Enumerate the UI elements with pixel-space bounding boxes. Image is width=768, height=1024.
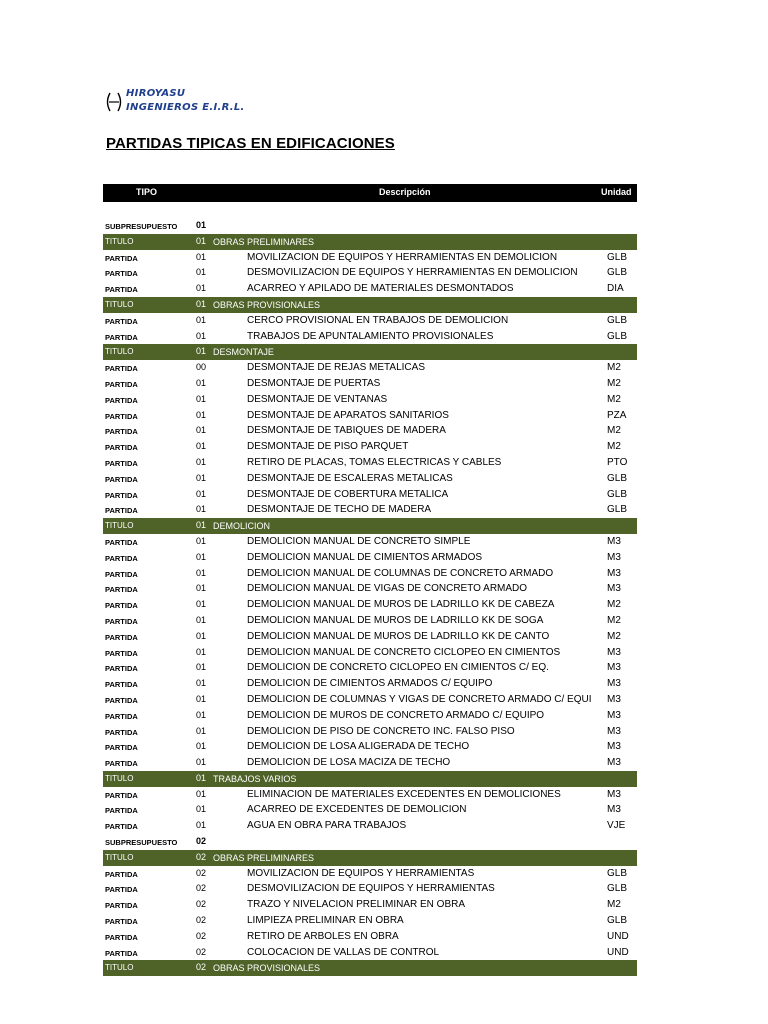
row-type: PARTIDA xyxy=(105,806,138,816)
row-unit: M3 xyxy=(607,757,621,769)
partida-row xyxy=(103,724,637,740)
row-code: 02 xyxy=(196,867,207,878)
row-unit: M2 xyxy=(607,393,621,405)
row-type: PARTIDA xyxy=(105,474,138,484)
row-description: DESMONTAJE xyxy=(213,347,274,358)
row-code: 01 xyxy=(196,535,207,546)
row-type: PARTIDA xyxy=(105,822,138,832)
row-description: TRAZO Y NIVELACION PRELIMINAR EN OBRA xyxy=(247,899,466,911)
row-description: OBRAS PRELIMINARES xyxy=(213,236,315,247)
row-type: PARTIDA xyxy=(105,316,138,326)
partida-row xyxy=(103,881,637,897)
row-unit: M3 xyxy=(607,741,621,753)
row-type: TITULO xyxy=(105,299,134,309)
row-code: 01 xyxy=(196,267,207,278)
partida-row xyxy=(103,376,637,392)
row-description: DESMONTAJE DE TABIQUES DE MADERA xyxy=(247,425,446,437)
row-description: DEMOLICION DE COLUMNAS Y VIGAS DE CONCRETO ARMADO C/ EQUI xyxy=(247,693,592,705)
partida-row xyxy=(103,660,637,676)
row-type: PARTIDA xyxy=(105,569,138,579)
row-description: DEMOLICION MANUAL DE CONCRETO CICLOPEO EN CIMIENTOS xyxy=(247,646,561,658)
partida-row xyxy=(103,487,637,503)
partida-row xyxy=(103,739,637,755)
row-unit: GLB xyxy=(607,251,628,263)
row-description: DESMONTAJE DE PUERTAS xyxy=(247,377,381,389)
row-unit: M2 xyxy=(607,362,621,374)
row-description: RETIRO DE PLACAS, TOMAS ELECTRICAS Y CABLES xyxy=(247,456,502,468)
row-type: PARTIDA xyxy=(105,601,138,611)
partida-row xyxy=(103,281,637,297)
row-code: 01 xyxy=(196,788,207,799)
row-type: SUBPRESUPUESTO xyxy=(105,838,178,848)
partida-row xyxy=(103,581,637,597)
row-code: 01 xyxy=(196,709,207,720)
row-description: DEMOLICION MANUAL DE VIGAS DE CONCRETO ARMADO xyxy=(247,583,528,595)
row-unit: M3 xyxy=(607,693,621,705)
row-code: 01 xyxy=(196,614,207,625)
titulo-row xyxy=(103,234,637,250)
row-code: 02 xyxy=(196,962,207,973)
row-type: PARTIDA xyxy=(105,379,138,389)
row-description: DESMONTAJE DE REJAS METALICAS xyxy=(247,362,425,374)
row-unit: GLB xyxy=(607,267,628,279)
row-unit: PTO xyxy=(607,456,628,468)
row-description: DEMOLICION MANUAL DE COLUMNAS DE CONCRETO ARMADO xyxy=(247,567,554,579)
row-type: TITULO xyxy=(105,773,134,783)
row-description: DEMOLICION DE PISO DE CONCRETO INC. FALSO PISO xyxy=(247,725,515,737)
titulo-row xyxy=(103,771,637,787)
row-code: 01 xyxy=(196,425,207,436)
row-unit: M2 xyxy=(607,630,621,642)
row-description: DESMONTAJE DE ESCALERAS METALICAS xyxy=(247,472,453,484)
row-code: 02 xyxy=(196,930,207,941)
row-description: TRABAJOS VARIOS xyxy=(213,773,297,784)
row-code: 01 xyxy=(196,409,207,420)
row-unit: M3 xyxy=(607,535,621,547)
row-code: 01 xyxy=(196,599,207,610)
row-unit: GLB xyxy=(607,504,628,516)
row-description: MOVILIZACION DE EQUIPOS Y HERRAMIENTAS xyxy=(247,867,475,879)
row-code: 00 xyxy=(196,362,207,373)
row-description: TRABAJOS DE APUNTALAMIENTO PROVISIONALES xyxy=(247,330,494,342)
row-unit: M2 xyxy=(607,425,621,437)
partida-row xyxy=(103,692,637,708)
row-type: TITULO xyxy=(105,236,134,246)
row-unit: GLB xyxy=(607,314,628,326)
row-code: 01 xyxy=(196,251,207,262)
partida-row xyxy=(103,802,637,818)
row-code: 02 xyxy=(196,915,207,926)
row-unit: GLB xyxy=(607,883,628,895)
row-type: PARTIDA xyxy=(105,743,138,753)
row-type: TITULO xyxy=(105,347,134,357)
row-code: 01 xyxy=(196,220,207,230)
row-code: 01 xyxy=(196,804,207,815)
row-code: 01 xyxy=(196,630,207,641)
row-unit: M3 xyxy=(607,551,621,563)
partida-row xyxy=(103,676,637,692)
row-type: PARTIDA xyxy=(105,269,138,279)
row-description: DESMOVILIZACION DE EQUIPOS Y HERRAMIENTAS xyxy=(247,883,495,895)
row-code: 01 xyxy=(196,456,207,467)
row-description: DESMONTAJE DE PISO PARQUET xyxy=(247,441,409,453)
row-type: PARTIDA xyxy=(105,458,138,468)
row-code: 02 xyxy=(196,946,207,957)
row-unit: M2 xyxy=(607,614,621,626)
partida-row xyxy=(103,945,637,961)
partida-row xyxy=(103,897,637,913)
row-unit: GLB xyxy=(607,867,628,879)
company-logo xyxy=(104,86,264,118)
partida-row xyxy=(103,550,637,566)
row-type: PARTIDA xyxy=(105,537,138,547)
row-description: OBRAS PROVISIONALES xyxy=(213,963,321,974)
row-description: DEMOLICION MANUAL DE MUROS DE LADRILLO KK DE CABEZA xyxy=(247,599,555,611)
row-unit: M2 xyxy=(607,899,621,911)
row-code: 01 xyxy=(196,567,207,578)
partida-row xyxy=(103,313,637,329)
partida-row xyxy=(103,613,637,629)
row-type: PARTIDA xyxy=(105,332,138,342)
row-unit: M3 xyxy=(607,725,621,737)
row-type: PARTIDA xyxy=(105,680,138,690)
row-code: 01 xyxy=(196,662,207,673)
row-description: RETIRO DE ARBOLES EN OBRA xyxy=(247,930,399,942)
row-description: DEMOLICION MANUAL DE MUROS DE LADRILLO KK DE SOGA xyxy=(247,614,544,626)
row-code: 01 xyxy=(196,472,207,483)
row-unit: UND xyxy=(607,930,629,942)
partida-row xyxy=(103,566,637,582)
row-code: 02 xyxy=(196,851,207,862)
row-unit: M2 xyxy=(607,599,621,611)
partida-row xyxy=(103,629,637,645)
row-code: 02 xyxy=(196,899,207,910)
row-unit: M3 xyxy=(607,567,621,579)
row-type: PARTIDA xyxy=(105,932,138,942)
row-code: 01 xyxy=(196,377,207,388)
partida-row xyxy=(103,929,637,945)
row-code: 01 xyxy=(196,772,207,783)
row-code: 01 xyxy=(196,820,207,831)
row-description: DEMOLICION MANUAL DE MUROS DE LADRILLO KK DE CANTO xyxy=(247,630,550,642)
row-type: PARTIDA xyxy=(105,648,138,658)
row-code: 01 xyxy=(196,520,207,531)
row-type: TITULO xyxy=(105,852,134,862)
row-type: PARTIDA xyxy=(105,411,138,421)
row-description: DEMOLICION DE MUROS DE CONCRETO ARMADO C/ EQUIPO xyxy=(247,709,545,721)
row-type: PARTIDA xyxy=(105,395,138,405)
row-type: PARTIDA xyxy=(105,901,138,911)
row-code: 01 xyxy=(196,283,207,294)
row-type: TITULO xyxy=(105,963,134,973)
row-description: COLOCACION DE VALLAS DE CONTROL xyxy=(247,946,440,958)
titulo-row xyxy=(103,518,637,534)
partida-row xyxy=(103,755,637,771)
partidas-table xyxy=(103,218,637,976)
row-unit: M3 xyxy=(607,709,621,721)
row-description: DEMOLICION DE CONCRETO CICLOPEO EN CIMIENTOS C/ EQ. xyxy=(247,662,549,674)
row-type: PARTIDA xyxy=(105,364,138,374)
partida-row xyxy=(103,597,637,613)
row-type: PARTIDA xyxy=(105,664,138,674)
row-description: CERCO PROVISIONAL EN TRABAJOS DE DEMOLICION xyxy=(247,314,509,326)
row-description: LIMPIEZA PRELIMINAR EN OBRA xyxy=(247,915,404,927)
partida-row xyxy=(103,360,637,376)
row-type: PARTIDA xyxy=(105,553,138,563)
partida-row xyxy=(103,645,637,661)
partida-row xyxy=(103,439,637,455)
header-descripcion: Descripción xyxy=(379,187,431,197)
row-code: 01 xyxy=(196,488,207,499)
subpresupuesto-row xyxy=(103,218,637,234)
row-unit: GLB xyxy=(607,330,628,342)
row-unit: UND xyxy=(607,946,629,958)
row-code: 02 xyxy=(196,883,207,894)
row-unit: M3 xyxy=(607,662,621,674)
header-unidad: Unidad xyxy=(601,187,632,197)
row-unit: GLB xyxy=(607,488,628,500)
row-description: DESMONTAJE DE COBERTURA METALICA xyxy=(247,488,449,500)
page-title: PARTIDAS TIPICAS EN EDIFICACIONES xyxy=(106,135,395,152)
row-type: PARTIDA xyxy=(105,885,138,895)
row-description: DESMONTAJE DE VENTANAS xyxy=(247,393,388,405)
row-type: PARTIDA xyxy=(105,490,138,500)
row-code: 01 xyxy=(196,441,207,452)
row-type: PARTIDA xyxy=(105,869,138,879)
row-code: 01 xyxy=(196,393,207,404)
partida-row xyxy=(103,329,637,345)
row-type: PARTIDA xyxy=(105,427,138,437)
row-code: 01 xyxy=(196,741,207,752)
row-code: 01 xyxy=(196,725,207,736)
row-unit: PZA xyxy=(607,409,627,421)
row-type: PARTIDA xyxy=(105,917,138,927)
row-description: DEMOLICION MANUAL DE CONCRETO SIMPLE xyxy=(247,535,471,547)
row-type: PARTIDA xyxy=(105,632,138,642)
row-type: PARTIDA xyxy=(105,727,138,737)
row-type: PARTIDA xyxy=(105,790,138,800)
partida-row xyxy=(103,408,637,424)
partida-row xyxy=(103,787,637,803)
row-code: 01 xyxy=(196,235,207,246)
row-description: ACARREO DE EXCEDENTES DE DEMOLICION xyxy=(247,804,467,816)
partida-row xyxy=(103,250,637,266)
row-description: DEMOLICION DE LOSA ALIGERADA DE TECHO xyxy=(247,741,470,753)
row-description: OBRAS PROVISIONALES xyxy=(213,299,321,310)
row-unit: M2 xyxy=(607,377,621,389)
titulo-row xyxy=(103,960,637,976)
row-type: PARTIDA xyxy=(105,616,138,626)
logo-line-1: HIROYASU xyxy=(126,88,186,99)
partida-row xyxy=(103,534,637,550)
row-description: DEMOLICION DE LOSA MACIZA DE TECHO xyxy=(247,757,451,769)
partida-row xyxy=(103,392,637,408)
partida-row xyxy=(103,502,637,518)
partida-row xyxy=(103,455,637,471)
titulo-row xyxy=(103,344,637,360)
row-description: AGUA EN OBRA PARA TRABAJOS xyxy=(247,820,407,832)
row-type: PARTIDA xyxy=(105,585,138,595)
partida-row xyxy=(103,471,637,487)
row-description: MOVILIZACION DE EQUIPOS Y HERRAMIENTAS EN DEMOLICION xyxy=(247,251,558,263)
row-code: 01 xyxy=(196,330,207,341)
row-unit: DIA xyxy=(607,283,624,295)
row-code: 01 xyxy=(196,298,207,309)
row-description: DEMOLICION MANUAL DE CIMIENTOS ARMADOS xyxy=(247,551,483,563)
row-type: PARTIDA xyxy=(105,711,138,721)
row-type: PARTIDA xyxy=(105,695,138,705)
row-code: 01 xyxy=(196,678,207,689)
partida-row xyxy=(103,866,637,882)
row-type: PARTIDA xyxy=(105,253,138,263)
row-code: 01 xyxy=(196,346,207,357)
row-unit: M2 xyxy=(607,441,621,453)
row-type: PARTIDA xyxy=(105,443,138,453)
row-code: 02 xyxy=(196,836,207,847)
titulo-row xyxy=(103,850,637,866)
row-code: 01 xyxy=(196,504,207,515)
logo-line-2: INGENIEROS E.I.R.L. xyxy=(126,102,245,113)
row-description: DESMONTAJE DE APARATOS SANITARIOS xyxy=(247,409,449,421)
row-type: SUBPRESUPUESTO xyxy=(105,222,178,231)
row-description: DEMOLICION xyxy=(213,521,271,532)
row-description: ACARREO Y APILADO DE MATERIALES DESMONTADOS xyxy=(247,283,514,295)
row-description: OBRAS PRELIMINARES xyxy=(213,852,315,863)
row-code: 01 xyxy=(196,646,207,657)
titulo-row xyxy=(103,297,637,313)
row-unit: M3 xyxy=(607,646,621,658)
row-description: DESMOVILIZACION DE EQUIPOS Y HERRAMIENTAS EN DEMOLICION xyxy=(247,267,578,279)
partida-row xyxy=(103,913,637,929)
row-code: 01 xyxy=(196,693,207,704)
row-description: DEMOLICION DE CIMIENTOS ARMADOS C/ EQUIPO xyxy=(247,678,493,690)
row-unit: M3 xyxy=(607,583,621,595)
logo-h-icon xyxy=(104,90,124,114)
partida-row xyxy=(103,818,637,834)
row-description: DESMONTAJE DE TECHO DE MADERA xyxy=(247,504,432,516)
row-unit: M3 xyxy=(607,804,621,816)
row-type: TITULO xyxy=(105,521,134,531)
partida-row xyxy=(103,265,637,281)
row-type: PARTIDA xyxy=(105,759,138,769)
table-header xyxy=(103,184,637,202)
row-unit: GLB xyxy=(607,915,628,927)
row-code: 01 xyxy=(196,551,207,562)
subpresupuesto-row xyxy=(103,834,637,850)
row-type: PARTIDA xyxy=(105,506,138,516)
partida-row xyxy=(103,423,637,439)
row-type: PARTIDA xyxy=(105,948,138,958)
row-code: 01 xyxy=(196,757,207,768)
row-unit: GLB xyxy=(607,472,628,484)
row-unit: M3 xyxy=(607,678,621,690)
row-unit: M3 xyxy=(607,788,621,800)
row-code: 01 xyxy=(196,583,207,594)
row-unit: VJE xyxy=(607,820,626,832)
partida-row xyxy=(103,708,637,724)
header-tipo: TIPO xyxy=(136,187,158,197)
row-code: 01 xyxy=(196,314,207,325)
row-type: PARTIDA xyxy=(105,285,138,295)
row-description: ELIMINACION DE MATERIALES EXCEDENTES EN DEMOLICIONES xyxy=(247,788,561,800)
